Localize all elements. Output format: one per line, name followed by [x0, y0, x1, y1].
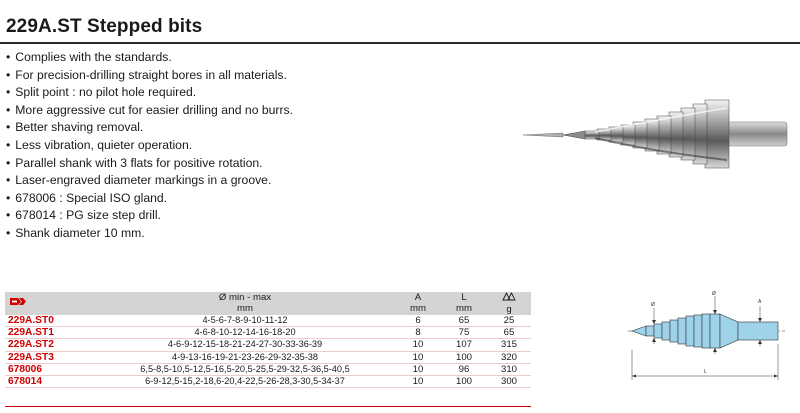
a-header-unit: mm [410, 302, 426, 314]
a-header [395, 292, 441, 315]
table-row [5, 327, 531, 339]
feature-list [6, 49, 293, 243]
row-a: 6 [395, 315, 441, 327]
table-header-row [5, 292, 531, 315]
row-ref: 229A.ST3 [5, 351, 95, 363]
row-l: 107 [441, 339, 487, 351]
a-header-label: A [414, 292, 422, 303]
row-dims: 4-6-8-10-12-14-16-18-20 [95, 327, 395, 339]
row-g: 310 [487, 363, 531, 375]
page-title: 229A.ST Stepped bits [6, 16, 203, 37]
row-g: 320 [487, 351, 531, 363]
diagram-a-label: A [758, 299, 762, 305]
stepped-bit-photo [505, 60, 795, 210]
feature-item: • Complies with the standards. [6, 49, 293, 67]
table-bottom-divider [5, 406, 531, 407]
diagram-l-label: L [704, 369, 707, 375]
row-dims: 4-5-6-7-8-9-10-11-12 [95, 315, 395, 327]
row-l: 75 [441, 327, 487, 339]
row-l: 100 [441, 351, 487, 363]
row-a: 10 [395, 339, 441, 351]
table-row [5, 375, 531, 387]
l-header-label: L [461, 292, 467, 303]
dims-header-label: Ø min - max [218, 292, 272, 303]
table-row [5, 315, 531, 327]
title-divider [0, 42, 800, 44]
row-dims: 4-6-9-12-15-18-21-24-27-30-33-36-39 [95, 339, 395, 351]
mass-header-unit: g [506, 303, 512, 315]
dimension-diagram [620, 288, 790, 388]
row-dims: 6,5-8,5-10,5-12,5-16,5-20,5-25,5-29-32,5-36,5-40,5 [95, 363, 395, 375]
row-ref: 229A.ST2 [5, 339, 95, 351]
weight-icon [502, 292, 516, 301]
row-l: 100 [441, 375, 487, 387]
brand-logo-icon [9, 297, 27, 306]
row-dims: 6-9-12,5-15,2-18,6-20,4-22,5-26-28,3-30,5-34-37 [95, 375, 395, 387]
feature-item: • Parallel shank with 3 flats for positive rotation. [6, 155, 293, 173]
row-g: 25 [487, 315, 531, 327]
diagram-diameter-large-label: Ø [712, 291, 716, 297]
row-ref: 229A.ST1 [5, 327, 95, 339]
diagram-diameter-small-label: Ø [651, 302, 655, 308]
feature-item: • Better shaving removal. [6, 119, 293, 137]
feature-item: • Less vibration, quieter operation. [6, 137, 293, 155]
spec-table [5, 292, 531, 388]
feature-item: • 678006 : Special ISO gland. [6, 190, 293, 208]
row-a: 10 [395, 351, 441, 363]
dims-header-unit: mm [237, 302, 253, 314]
row-l: 65 [441, 315, 487, 327]
mass-header [487, 292, 531, 315]
feature-item: • 678014 : PG size step drill. [6, 207, 293, 225]
l-header-unit: mm [456, 302, 472, 314]
dims-header [95, 292, 395, 315]
row-dims: 4-9-13-16-19-21-23-26-29-32-35-38 [95, 351, 395, 363]
brand-header [5, 292, 95, 315]
row-ref: 678014 [5, 375, 95, 387]
row-g: 65 [487, 327, 531, 339]
l-header [441, 292, 487, 315]
row-a: 10 [395, 375, 441, 387]
row-g: 315 [487, 339, 531, 351]
feature-item: • Shank diameter 10 mm. [6, 225, 293, 243]
row-g: 300 [487, 375, 531, 387]
row-l: 96 [441, 363, 487, 375]
feature-item: • For precision-drilling straight bores in all materials. [6, 67, 293, 85]
row-a: 10 [395, 363, 441, 375]
row-a: 8 [395, 327, 441, 339]
feature-item: • More aggressive cut for easier drilling and no burrs. [6, 102, 293, 120]
table-row [5, 363, 531, 375]
table-row [5, 351, 531, 363]
feature-item: • Split point : no pilot hole required. [6, 84, 293, 102]
table-row [5, 339, 531, 351]
row-ref: 229A.ST0 [5, 315, 95, 327]
feature-item: • Laser-engraved diameter markings in a groove. [6, 172, 293, 190]
row-ref: 678006 [5, 363, 95, 375]
